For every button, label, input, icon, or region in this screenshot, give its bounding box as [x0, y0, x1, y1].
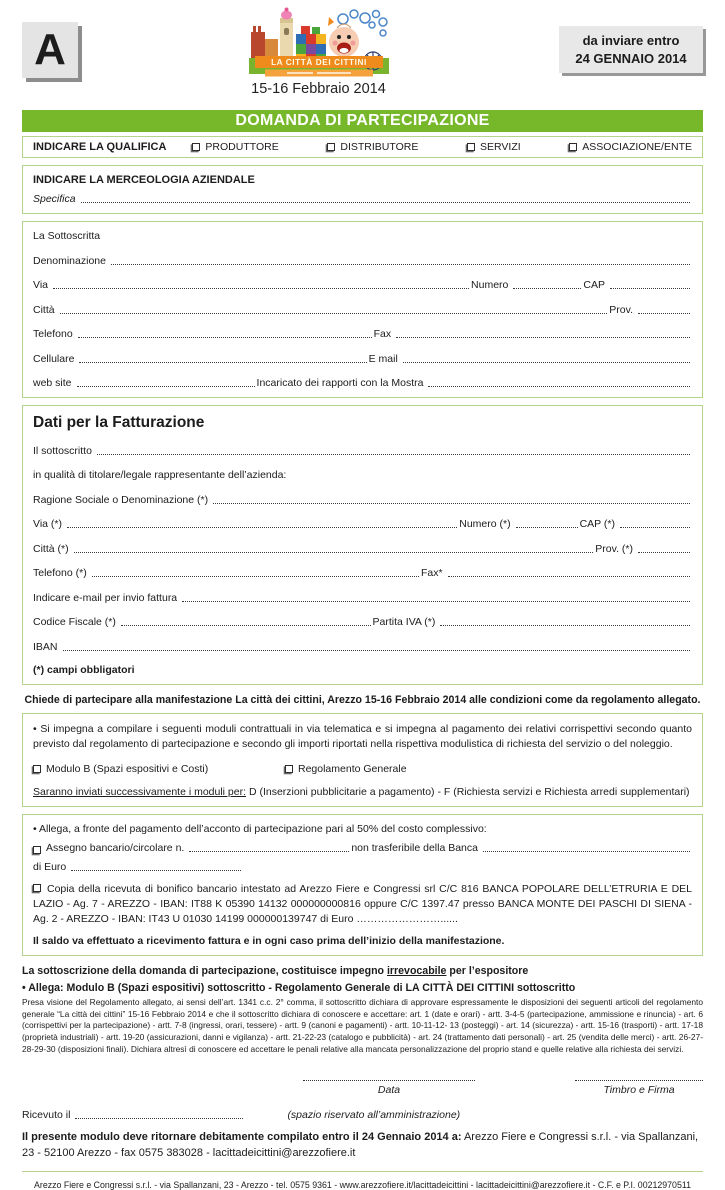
moduli-options: [33, 763, 692, 775]
field-label: Numero (*): [459, 518, 511, 530]
fill-line: [403, 361, 690, 363]
footer-contact-line: Arezzo Fiere e Congressi s.r.l. - via Spallanzani, 23 - Arezzo - tel. 0575 9361 - www.arezzofiere.it/lacittadeicittini - lacittadeicittini@arezzofiere.it - C.F. e P.I. 00212970511: [22, 1171, 703, 1190]
module-letter-badge: [22, 22, 78, 78]
field-denominazione: [33, 255, 692, 267]
fill-line: [182, 600, 690, 602]
di-euro-row: [33, 861, 692, 873]
saldo-note: Il saldo va effettuato a ricevimento fattura e in ogni caso prima dell’inizio della manifestazione.: [33, 934, 505, 947]
deadline-line1: da inviare entro: [582, 33, 680, 48]
option-label: SERVIZI: [480, 141, 521, 153]
fill-line: [121, 624, 371, 626]
ricevuto-label: Ricevuto il: [22, 1109, 71, 1122]
fill-line: [97, 453, 690, 455]
fill-line: [189, 850, 349, 852]
field-label: Ragione Sociale o Denominazione (*): [33, 493, 209, 506]
fill-line: [428, 385, 690, 387]
field-iban: [33, 641, 692, 653]
field-label: Il sottoscritto: [33, 444, 92, 457]
in-qualita-text: in qualità di titolare/legale rappresentante dell’azienda:: [33, 469, 287, 481]
field-cf-piva: [33, 616, 692, 628]
option-modulo-b[interactable]: [33, 763, 285, 775]
field-cellulare-email: [33, 353, 692, 365]
bonifico-option[interactable]: [33, 882, 692, 928]
field-label: Indicare e-mail per invio fattura: [33, 591, 178, 604]
option-distributore[interactable]: [327, 141, 418, 153]
fill-line: [71, 869, 241, 871]
pagamento-intro: • Allega, a fronte del pagamento dell’acconto di partecipazione pari al 50% del costo complessivo:: [33, 822, 487, 835]
option-label: ASSOCIAZIONE/ENTE: [582, 141, 692, 153]
option-label: Regolamento Generale: [298, 762, 407, 775]
option-regolamento-generale[interactable]: [285, 763, 407, 775]
data-label: Data: [377, 1084, 401, 1097]
option-label: DISTRIBUTORE: [340, 141, 419, 153]
allega-note: • Allega: Modulo B (Spazi espositivi) sottoscritto - Regolamento Generale di LA CITTÀ DEI CITTINI sottoscritto: [22, 981, 576, 994]
field-label: web site: [33, 377, 72, 389]
deadline-line2: 24 GENNAIO 2014: [575, 50, 687, 66]
fill-line: [60, 312, 608, 314]
richiesta-statement: Chiede di partecipare alla manifestazione La città dei cittini, Arezzo 15-16 Febbraio 2014 alle condizioni come da regolamento allegato.: [24, 693, 701, 706]
fill-line: [213, 502, 690, 504]
di-euro-label: di Euro: [33, 860, 67, 873]
checkbox-icon: [327, 143, 335, 151]
qualifica-section: [22, 136, 703, 158]
fill-line: [440, 624, 690, 626]
fill-line: [63, 649, 690, 651]
assegno-label: Assegno bancario/circolare n.: [46, 841, 185, 854]
checkbox-bonifico: [33, 884, 41, 892]
checkbox-icon: [192, 143, 200, 151]
fill-line: [638, 551, 690, 553]
timbro-firma-label: Timbro e Firma: [603, 1084, 675, 1097]
timbro-firma-block: [575, 1073, 703, 1096]
event-date: 15-16 Febbraio 2014: [251, 81, 386, 97]
merceologia-label: INDICARE LA MERCEOLOGIA AZIENDALE: [33, 174, 255, 186]
sottoscrizione-pre: La sottoscrizione della domanda di partecipazione, costituisce impegno: [22, 964, 387, 977]
checkbox-icon: [569, 143, 577, 151]
logo-title: LA CITTÀ DEI CITTINI: [270, 58, 367, 67]
return-instructions: [22, 1130, 703, 1162]
option-label: Modulo B (Spazi espositivi e Costi): [46, 762, 209, 775]
fill-line: [396, 336, 690, 338]
field-label: Specifica: [33, 193, 76, 205]
data-sign-line: [303, 1073, 475, 1081]
field-label: Numero: [471, 279, 509, 291]
fill-line: [75, 1117, 243, 1119]
field-label: CAP (*): [579, 518, 615, 530]
fill-line: [516, 526, 578, 528]
form-title-bar: DOMANDA DI PARTECIPAZIONE: [22, 110, 703, 132]
fill-line: [78, 336, 372, 338]
sottoscritta-title: La Sottoscritta: [33, 230, 101, 242]
fill-line: [483, 850, 690, 852]
saranno-underlined: Saranno inviati successivamente i moduli per:: [33, 785, 247, 798]
field-citta-fatt: [33, 543, 692, 555]
event-logo: [249, 6, 389, 80]
fill-line: [81, 201, 690, 203]
option-servizi[interactable]: [467, 141, 521, 153]
field-label: Via: [33, 279, 48, 291]
checkbox-assegno[interactable]: [33, 846, 41, 854]
field-website-incaricato: [33, 377, 692, 389]
field-label: Partita IVA (*): [372, 616, 436, 628]
field-label: Fax*: [420, 567, 443, 579]
legal-paragraph: Presa visione del Regolamento allegato, ai sensi dell’art. 1341 c.c. 2° comma, il sottoscritto dichiara di approvare espressamente le disposizioni dei seguenti articoli del regolamento generale “La città dei cittini” 15-16 Febbraio 2014 e che il sottoscritto dichiara di conoscere e accettare: art. 1 (date e orari) - artt. 3-4-5 (partecipazione, ammissione e rinuncia) - art. 6 (corrispettivi per la partecipazione) - artt. 7-8 (ingressi, orari, tessere) - artt. 9 (canoni e pagamenti) - artt. 10-11-12- 13 (posteggi) - art. 14 (sicurezza) - artt. 15-16 (trasporti) - artt. 17-18 (proprietà industriali) - artt. 19-20 (assicurazioni, danni e vigilanza) - artt. 21-22-23 (catalogo e pubblicità) - art. 24 (trattamento dati personali) - art. 25 (vendita delle merci) - artt. 26-27-28-29-30 (disposizioni finali). Dichiara altresì di conoscere ed accettare le penali relative alla mancata personalizzazione del proprio stand e quelle relative alla richiesta dei servizi.: [22, 996, 703, 1055]
fill-line: [92, 575, 419, 577]
sottoscrizione-note: [22, 965, 703, 977]
moduli-intro: • Si impegna a compilare i seguenti moduli contrattuali in via telematica e si impegna al pagamento dei relativi corrispettivi secondo quanto previsto dal regolamento di partecipazione e secondo gli importi riportati nella rispettiva modulistica di richiesta del servizio o del noleggio.: [33, 722, 692, 750]
qualifica-label: INDICARE LA QUALIFICA: [33, 141, 167, 153]
in-qualita-row: [33, 469, 692, 481]
field-label: Città: [33, 303, 55, 316]
fatturazione-section: [22, 405, 703, 685]
fill-line: [77, 385, 255, 387]
field-citta: [33, 304, 692, 316]
fatturazione-title: Dati per la Fatturazione: [33, 414, 205, 431]
option-label: PRODUTTORE: [205, 141, 279, 153]
field-label: Prov.: [609, 303, 633, 316]
field-email-fattura: [33, 592, 692, 604]
field-label: Telefono: [33, 328, 73, 340]
field-via: [33, 279, 692, 291]
amministrazione-note: (spazio riservato all’amministrazione): [287, 1109, 461, 1122]
fill-line: [74, 551, 594, 553]
fill-line: [53, 287, 469, 289]
field-label: Fax: [373, 328, 392, 340]
field-label: IBAN: [33, 640, 58, 653]
assegno-banca-label: non trasferibile della Banca: [351, 841, 478, 854]
page-header: [22, 6, 703, 106]
bonifico-text: Copia della ricevuta di bonifico bancario intestato ad Arezzo Fiere e Congressi srl C/C 816 BANCA POPOLARE DELL’ETRURIA E DEL LAZIO - Ag. 7 - AREZZO - IBAN: IT88 K 05390 14132 000000000816 oppure C/C 1397.47 presso BANCA MONTE DEI PASCHI DI SIENA - Ag. 2 - AREZZO - IBAN: IT43 U 01030 14199 000000139747 di Euro ……………………......: [33, 882, 692, 926]
return-address: Arezzo Fiere e Congressi s.r.l. - via Spallanzani, 23 - 52100 Arezzo - fax 0575 383028 - lacittadeicittini@arezzofiere.it: [22, 1131, 699, 1160]
field-label: Città (*): [33, 542, 69, 555]
fill-line: [513, 287, 581, 289]
checkbox-icon: [33, 765, 41, 773]
pagamento-section: [22, 814, 703, 956]
fill-line: [111, 263, 690, 265]
field-specifica: [33, 193, 692, 205]
moduli-section: [22, 713, 703, 807]
field-label: Cellulare: [33, 352, 75, 365]
campi-obbligatori-note: (*) campi obbligatori: [33, 663, 135, 676]
ricevuto-row: [22, 1109, 703, 1121]
field-telefono-fax: [33, 328, 692, 340]
field-label: Prov. (*): [595, 542, 633, 555]
field-label: Via (*): [33, 518, 62, 530]
fill-line: [67, 526, 457, 528]
field-label: Codice Fiscale (*): [33, 616, 116, 628]
field-label: CAP: [583, 279, 605, 291]
logo-column: [78, 6, 559, 97]
sottoscritta-title-row: [33, 230, 692, 242]
saranno-rest: D (Inserzioni pubblicitarie a pagamento) - F (Richiesta servizi e Richiesta arredi supplementari): [246, 785, 690, 798]
fill-line: [610, 287, 690, 289]
return-deadline-bold: Il presente modulo deve ritornare debitamente compilato entro il 24 Gennaio 2014 a:: [22, 1131, 462, 1144]
data-signature-block: [303, 1073, 475, 1096]
field-via-fatt: [33, 518, 692, 530]
fill-line: [620, 526, 690, 528]
module-letter: A: [34, 25, 66, 74]
checkbox-icon: [467, 143, 475, 151]
deadline-badge: [559, 26, 703, 73]
option-produttore[interactable]: [192, 141, 278, 153]
field-telefono-fax-fatt: [33, 567, 692, 579]
fill-line: [638, 312, 690, 314]
field-ragione-sociale: [33, 494, 692, 506]
saranno-note: [33, 786, 692, 798]
sottoscrizione-post: per l’espositore: [446, 964, 529, 977]
qualifica-options: [192, 141, 692, 153]
checkbox-icon: [285, 765, 293, 773]
signature-row: [22, 1073, 703, 1096]
fill-line: [79, 361, 366, 363]
field-il-sottoscritto: [33, 445, 692, 457]
field-label: Incaricato dei rapporti con la Mostra: [256, 377, 424, 389]
irrevocabile-underlined: irrevocabile: [386, 964, 447, 977]
timbro-sign-line: [575, 1073, 703, 1081]
option-associazione-ente[interactable]: [569, 141, 692, 153]
merceologia-section: [22, 165, 703, 214]
fill-line: [448, 575, 690, 577]
field-label: Denominazione: [33, 254, 106, 267]
sottoscritta-section: [22, 221, 703, 398]
field-label: E mail: [368, 352, 398, 365]
assegno-row: [33, 842, 692, 854]
field-label: Telefono (*): [33, 567, 87, 579]
